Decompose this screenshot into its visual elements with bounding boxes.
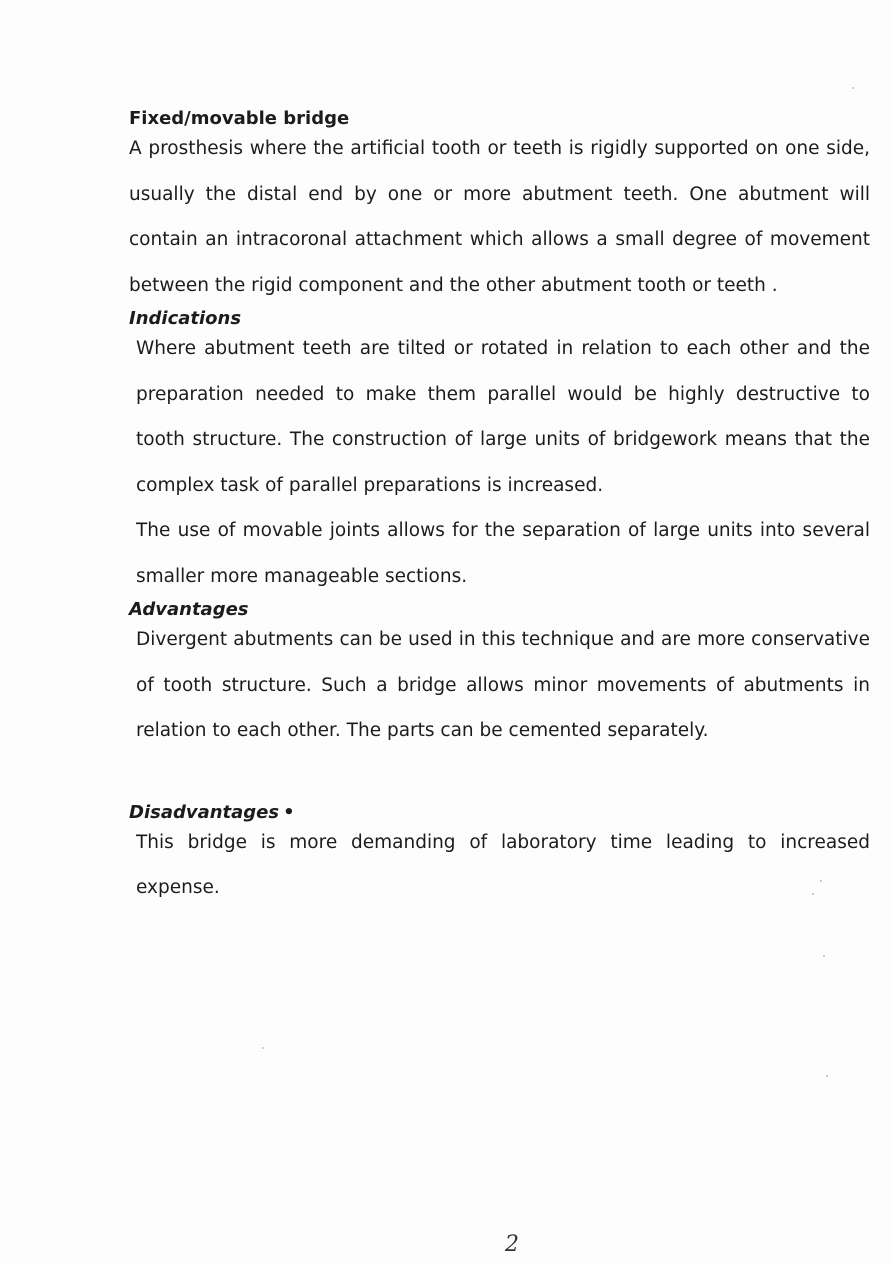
scan-speck bbox=[820, 880, 822, 882]
bullet-mark: • bbox=[283, 801, 295, 823]
scan-speck bbox=[823, 955, 825, 957]
scan-speck bbox=[262, 1047, 264, 1049]
advantages-heading: Advantages bbox=[129, 599, 249, 620]
document-body bbox=[129, 104, 870, 911]
definition-paragraph: A prosthesis where the artificial tooth or teeth is rigidly supported on one side, usually the distal end by one or more abutment teeth. One abutment will contain an intracoronal attachment which allows a small degree of movement between the rigid component and the other abutment tooth or teeth . bbox=[129, 138, 870, 296]
section-title: Fixed/movable bridge bbox=[129, 108, 350, 129]
indications-paragraph-1: Where abutment teeth are tilted or rotated in relation to each other and the preparation needed to make them parallel would be highly destructive to tooth structure. The construction of large units of bridgework means that the complex task of parallel preparations is increased. bbox=[136, 338, 870, 496]
indications-paragraph-2: The use of movable joints allows for the separation of large units into several smaller more manageable sections. bbox=[136, 520, 870, 587]
scan-speck bbox=[812, 893, 814, 895]
scan-speck bbox=[826, 1075, 828, 1077]
indications-heading: Indications bbox=[129, 308, 242, 329]
scan-speck bbox=[852, 87, 854, 89]
disadvantages-heading: Disadvantages bbox=[129, 801, 280, 823]
disadvantages-paragraph: This bridge is more demanding of laboratory time leading to increased expense. bbox=[136, 831, 870, 898]
advantages-paragraph: Divergent abutments can be used in this technique and are more conservative of tooth structure. Such a bridge allows minor movements of abutments in relation to each other. The parts can be cemented separately. bbox=[136, 629, 870, 741]
page-number: 2 bbox=[505, 1232, 519, 1257]
